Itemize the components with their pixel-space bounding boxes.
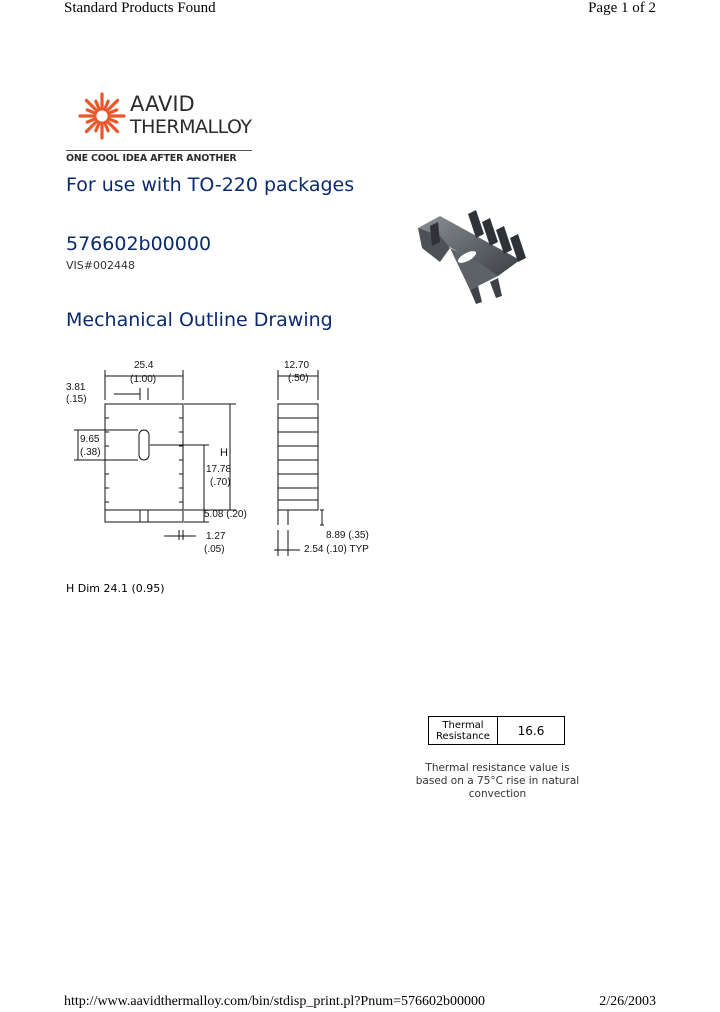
- thermal-label-cell: [429, 717, 498, 745]
- dim-fin-height-mm: 17.78: [206, 464, 232, 475]
- footer-date: 2/26/2003: [599, 994, 656, 1009]
- drawing-title: Mechanical Outline Drawing: [66, 309, 333, 331]
- header-right: Page 1 of 2: [588, 0, 656, 16]
- dim-h-label: H: [220, 447, 228, 459]
- thermal-note-line2: based on a 75°C rise in natural: [415, 775, 580, 787]
- dim-tab-height: 5.08 (.20): [204, 509, 247, 520]
- vis-number: VIS#002448: [66, 259, 135, 272]
- dim-foot-in: (.05): [204, 544, 225, 555]
- starburst-icon: [78, 92, 126, 140]
- logo-divider: [66, 150, 252, 151]
- thermal-label-line2: Resistance: [436, 730, 490, 742]
- aavid-starburst-logo: [78, 92, 126, 140]
- dim-side-height: 8.89 (.35): [326, 530, 369, 541]
- dim-slot-length-mm: 9.65: [80, 434, 100, 445]
- logo-aavid: AAVID: [130, 92, 195, 116]
- dim-slot-offset-mm: 3.81: [66, 382, 86, 393]
- thermal-note-line1: Thermal resistance value is: [425, 762, 570, 774]
- thermal-resistance-table: [428, 716, 565, 745]
- dim-slot-length-in: (.38): [80, 447, 101, 458]
- dim-slot-offset-in: (.15): [66, 394, 87, 405]
- thermal-note-line3: convection: [468, 788, 527, 800]
- mechanical-outline-drawing: [64, 360, 384, 560]
- thermal-note: [410, 762, 585, 801]
- heatsink-photo: [410, 208, 532, 308]
- dim-side-thickness: 2.54 (.10) TYP: [304, 544, 369, 555]
- logo-tagline: ONE COOL IDEA AFTER ANOTHER: [66, 153, 237, 164]
- logo-thermalloy: THERMALLOY: [130, 116, 252, 138]
- dim-side-width-in: (.50): [288, 373, 309, 384]
- dim-width-mm: 25.4: [134, 360, 154, 371]
- h-dim-note: H Dim 24.1 (0.95): [66, 582, 165, 595]
- use-title: For use with TO-220 packages: [66, 174, 355, 196]
- thermal-value: 16.6: [498, 717, 565, 745]
- thermal-label-line1: Thermal: [442, 719, 484, 731]
- dim-fin-height-in: (.70): [210, 477, 231, 488]
- part-number: 576602b00000: [66, 233, 212, 255]
- dim-foot-mm: 1.27: [206, 531, 226, 542]
- header-left: Standard Products Found: [64, 0, 216, 16]
- dim-width-in: (1.00): [130, 374, 157, 385]
- footer-url: http://www.aavidthermalloy.com/bin/stdisp_print.pl?Pnum=576602b00000: [64, 994, 485, 1009]
- dim-side-width-mm: 12.70: [284, 360, 310, 371]
